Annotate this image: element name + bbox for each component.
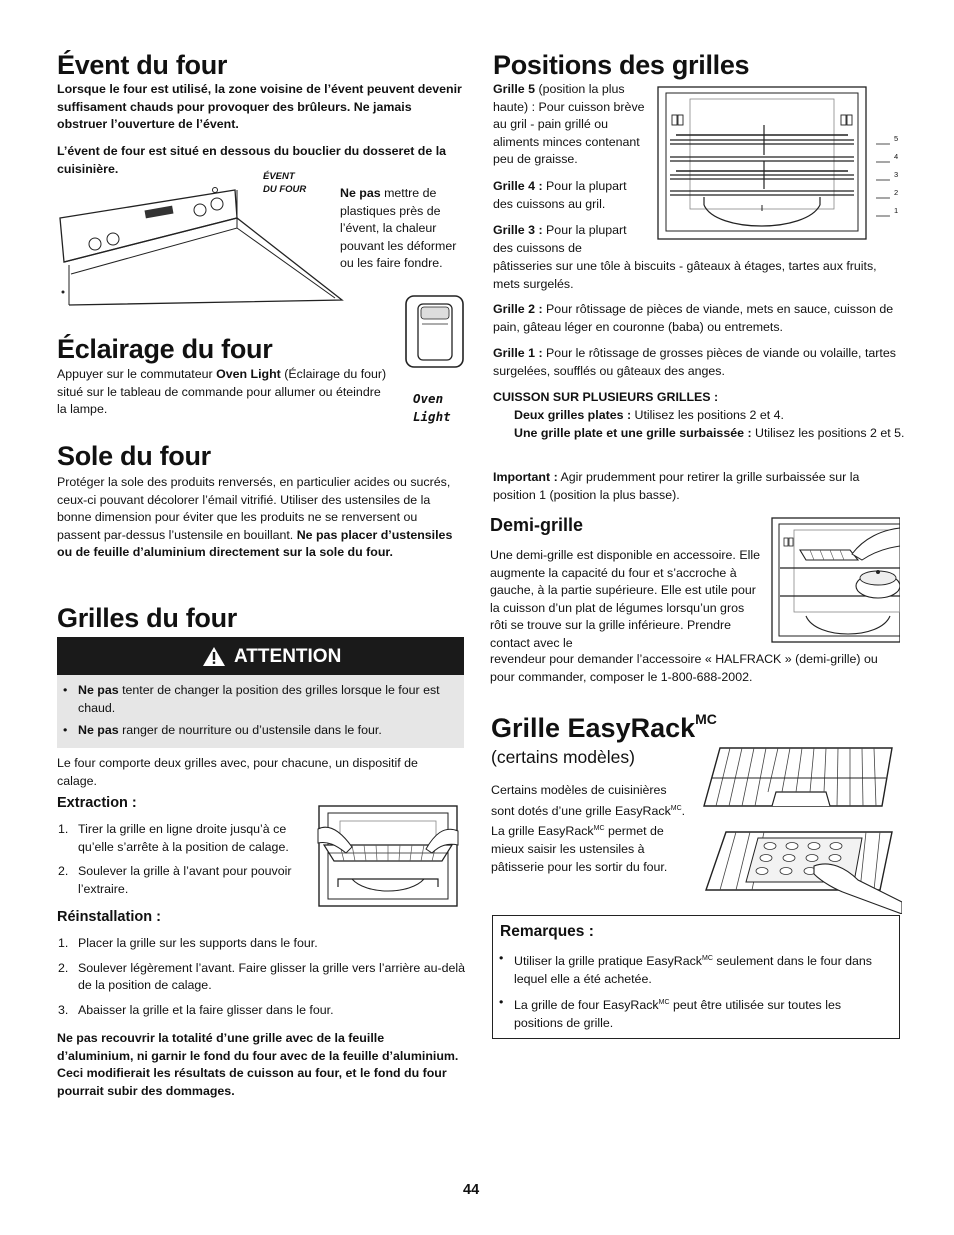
sole-text-body: Protéger la sole des produits renversés, en particulier acides ou sucrés, ceux-ci pouvant décolorer l’émail vitrifié. Utiliser des ustensiles de la bonne dimension pour éviter que les produits ne se renversent ou passent par-dessus l’ustensile en bouillant. <box>57 475 451 542</box>
multi-rack-1 <box>514 407 904 425</box>
demi-grille-title: Demi-grille <box>490 515 584 535</box>
remarque-item <box>493 994 883 1032</box>
trademark-sup: MC <box>702 955 713 962</box>
grille-1-label: Grille 1 : <box>493 346 543 360</box>
extraction-steps <box>57 821 307 905</box>
easyrack-text-b: . La grille EasyRack <box>491 803 686 839</box>
step-number: 1. <box>58 936 69 950</box>
remarques-box <box>492 915 900 1039</box>
easyrack-title-sup: MC <box>695 711 717 727</box>
easyrack-text-c: permet de mieux saisir les ustensiles à pâtisserie pour les sortir du four. <box>491 824 668 874</box>
grille-2-desc: Pour rôtissage de pièces de viande, mets en sauce, cuisson de pain, gâteau léger en couronne (baba) ou entremets. <box>493 302 894 334</box>
positions-title: Positions des grilles <box>493 50 750 80</box>
remarque-text-a: Utiliser la grille pratique EasyRack <box>514 954 702 969</box>
important-text: Agir prudemment pour retirer la grille surbaissée sur la position 1 (position la plus basse). <box>493 470 860 502</box>
reinstall-step <box>57 1002 467 1020</box>
easyrack-title <box>491 713 717 743</box>
remarques-title: Remarques : <box>500 923 594 940</box>
step-number: 1. <box>58 822 69 836</box>
multi-rack-2-desc: Utilisez les positions 2 et 5. <box>751 426 905 440</box>
attention-box <box>57 637 464 748</box>
grille-4-desc: Pour la plupart des cuissons au gril. <box>493 179 627 211</box>
half-rack-illustration <box>770 516 900 644</box>
sole-title: Sole du four <box>57 441 211 471</box>
grille-3-text-b: pâtisseries sur une tôle à biscuits - gâteaux à étages, tartes aux fruits, mets surgelés. <box>493 259 877 291</box>
step-text: Soulever légèrement l’avant. Faire glisser la grille vers l’arrière au-delà de la position de calage. <box>78 960 466 993</box>
extraction-step <box>57 821 307 856</box>
step-text: Soulever la grille à l’avant pour pouvoir l’extraire. <box>78 864 292 896</box>
multi-rack-2-label: Une grille plate et une grille surbaissée : <box>514 426 752 440</box>
trademark-sup: MC <box>670 804 682 812</box>
easyrack-text <box>491 782 691 876</box>
important-label: Important : <box>493 470 558 484</box>
event-location: L’évent de four est situé en dessous du bouclier du dosseret de la cuisinière. <box>57 144 447 176</box>
aluminium-warning: Ne pas recouvrir la totalité d’une grille avec de la feuille d’aluminium, ni garnir le fond du four avec de la feuille d’aluminium. Ceci modifierait les résultats de cuisson au four, et le fond du four pourrait subir des dommages. <box>57 1031 459 1098</box>
event-intro: Lorsque le four est utilisé, la zone voisine de l’évent peuvent devenir suffisament chauds pour provoquer des brûleurs. Ne jamais obstruer l’ouverture de l’évent. <box>57 82 462 132</box>
grille-2-label: Grille 2 : <box>493 302 543 316</box>
step-number: 2. <box>58 864 69 879</box>
attention-item-bold: Ne pas <box>78 723 119 738</box>
vent-label-line2: DU FOUR <box>263 184 307 195</box>
reinstall-step <box>57 960 467 995</box>
remarques-list <box>493 950 883 1038</box>
extraction-step <box>57 863 307 898</box>
demi-grille-text-b: revendeur pour demander l’accessoire « HALFRACK » (demi-grille) ou pour commander, composer le 1-800-688-2002. <box>490 652 878 684</box>
vent-label-line1: ÉVENT <box>263 171 295 182</box>
easyrack-illustration <box>696 742 902 914</box>
multi-rack-2 <box>514 425 906 443</box>
warning-triangle-icon <box>202 646 226 667</box>
oven-light-switch-icon <box>404 294 466 370</box>
remarque-text-a: La grille de four EasyRack <box>514 998 659 1013</box>
rack-positions-illustration <box>656 85 868 241</box>
rack-number: 2 <box>894 188 899 197</box>
step-text: Abaisser la grille et la faire glisser dans le four. <box>78 1002 334 1017</box>
vent-callout <box>263 170 306 196</box>
sole-text-bold: Ne pas placer d’ustensiles ou de feuille d’aluminium directement sur la sole du four. <box>57 527 453 560</box>
attention-label: ATTENTION <box>234 646 342 667</box>
easyrack-title-text: Grille EasyRack <box>491 713 696 743</box>
important-note <box>493 469 903 504</box>
eclairage-text <box>57 366 392 419</box>
multi-rack-title: CUISSON SUR PLUSIEURS GRILLES : <box>493 390 719 404</box>
rack-number-ticks <box>874 130 894 220</box>
grille-5-label: Grille 5 <box>493 82 536 96</box>
attention-item-bold: Ne pas <box>78 683 119 697</box>
rack-number: 5 <box>894 134 899 143</box>
multi-rack-1-label: Deux grilles plates : <box>514 408 632 422</box>
easyrack-text-a: Certains modèles de cuisinières sont dotés d’une grille EasyRack <box>491 783 671 818</box>
step-number: 3. <box>58 1002 69 1017</box>
eclairage-title: Éclairage du four <box>57 334 273 364</box>
grille-3-desc-a: Pour la plupart des cuissons de <box>493 223 627 255</box>
attention-item-text: ranger de nourriture ou d’ustensile dans le four. <box>118 723 382 738</box>
trademark-sup: MC <box>658 999 670 1007</box>
vent-note <box>340 185 470 273</box>
eclairage-text-a: Appuyer sur le commutateur <box>57 367 217 381</box>
easyrack-subtitle: (certains modèles) <box>491 747 635 767</box>
demi-grille-text-a: Une demi-grille est disponible en accessoire. Elle augmente la capacité du four et s’accroche à gauche, à la partie supérieure. Elle est utile pour la cuisson d’un plat de légumes lorsqu’un gros rôti se trouve sur la grille inférieure. Prendre contact avec le <box>490 548 760 650</box>
attention-item <box>57 722 457 740</box>
attention-item <box>57 682 457 717</box>
remarque-item <box>493 950 883 988</box>
grille-4-label: Grille 4 : <box>493 179 543 193</box>
eclairage-text-bold: Oven Light <box>216 367 281 381</box>
grille-3-label: Grille 3 : <box>493 223 543 237</box>
multi-rack-1-desc: Utilisez les positions 2 et 4. <box>631 408 784 422</box>
step-text: Tirer la grille en ligne droite jusqu’à ce qu’elle s’arrête à la position de calage. <box>78 822 289 854</box>
event-title: Évent du four <box>57 50 228 80</box>
grille-5-desc: (position la plus haute) : Pour cuisson brève au gril - pain grillé ou aliments minces contenant peu de graisse. <box>493 82 645 167</box>
oven-light-label-2: Light <box>413 409 451 424</box>
extraction-title: Extraction : <box>57 795 137 811</box>
grille-1-text <box>493 345 903 380</box>
step-number: 2. <box>58 960 69 975</box>
sole-text <box>57 474 462 562</box>
grille-1-desc: Pour le rôtissage de grosses pièces de viande ou volaille, tartes surgelées, soufflés ou gâteaux des anges. <box>493 346 896 378</box>
remarque-text-b: seulement dans le four dans lequel elle a été achetée. <box>514 954 873 986</box>
grille-2-text <box>493 301 903 336</box>
attention-list <box>57 682 457 745</box>
reinstall-steps <box>57 935 467 1026</box>
grille-4-text <box>493 178 650 213</box>
vent-note-bold: Ne pas <box>340 186 381 200</box>
grille-5-text <box>493 81 650 169</box>
vent-note-text: mettre de plastiques près de l’évent, la chaleur pouvant les déformer ou les faire fondre. <box>340 186 457 271</box>
rack-number: 4 <box>894 152 899 161</box>
oven-light-label <box>413 390 451 426</box>
rack-number: 3 <box>894 170 899 179</box>
grilles-title: Grilles du four <box>57 603 238 633</box>
step-text: Placer la grille sur les supports dans le four. <box>78 936 318 950</box>
oven-light-label-1: Oven <box>413 391 444 406</box>
eclairage-text-b: (Éclairage du four) situé sur le tableau de commande pour allumer ou éteindre la lampe. <box>57 367 387 417</box>
reinstall-step <box>57 935 467 953</box>
rack-number: 1 <box>894 206 899 215</box>
grilles-intro: Le four comporte deux grilles avec, pour chacune, un dispositif de calage. <box>57 756 418 788</box>
rack-number-scale <box>874 130 904 220</box>
attention-header <box>57 637 464 675</box>
rack-extraction-illustration <box>316 803 460 909</box>
trademark-sup: MC <box>593 825 605 833</box>
grille-3-text-a <box>493 222 650 257</box>
page-number: 44 <box>463 1182 480 1198</box>
remarque-text-b: peut être utilisée sur toutes les positions de grille. <box>514 998 842 1031</box>
attention-item-text: tenter de changer la position des grilles lorsque le four est chaud. <box>78 683 440 715</box>
reinstall-title: Réinstallation : <box>57 909 161 925</box>
